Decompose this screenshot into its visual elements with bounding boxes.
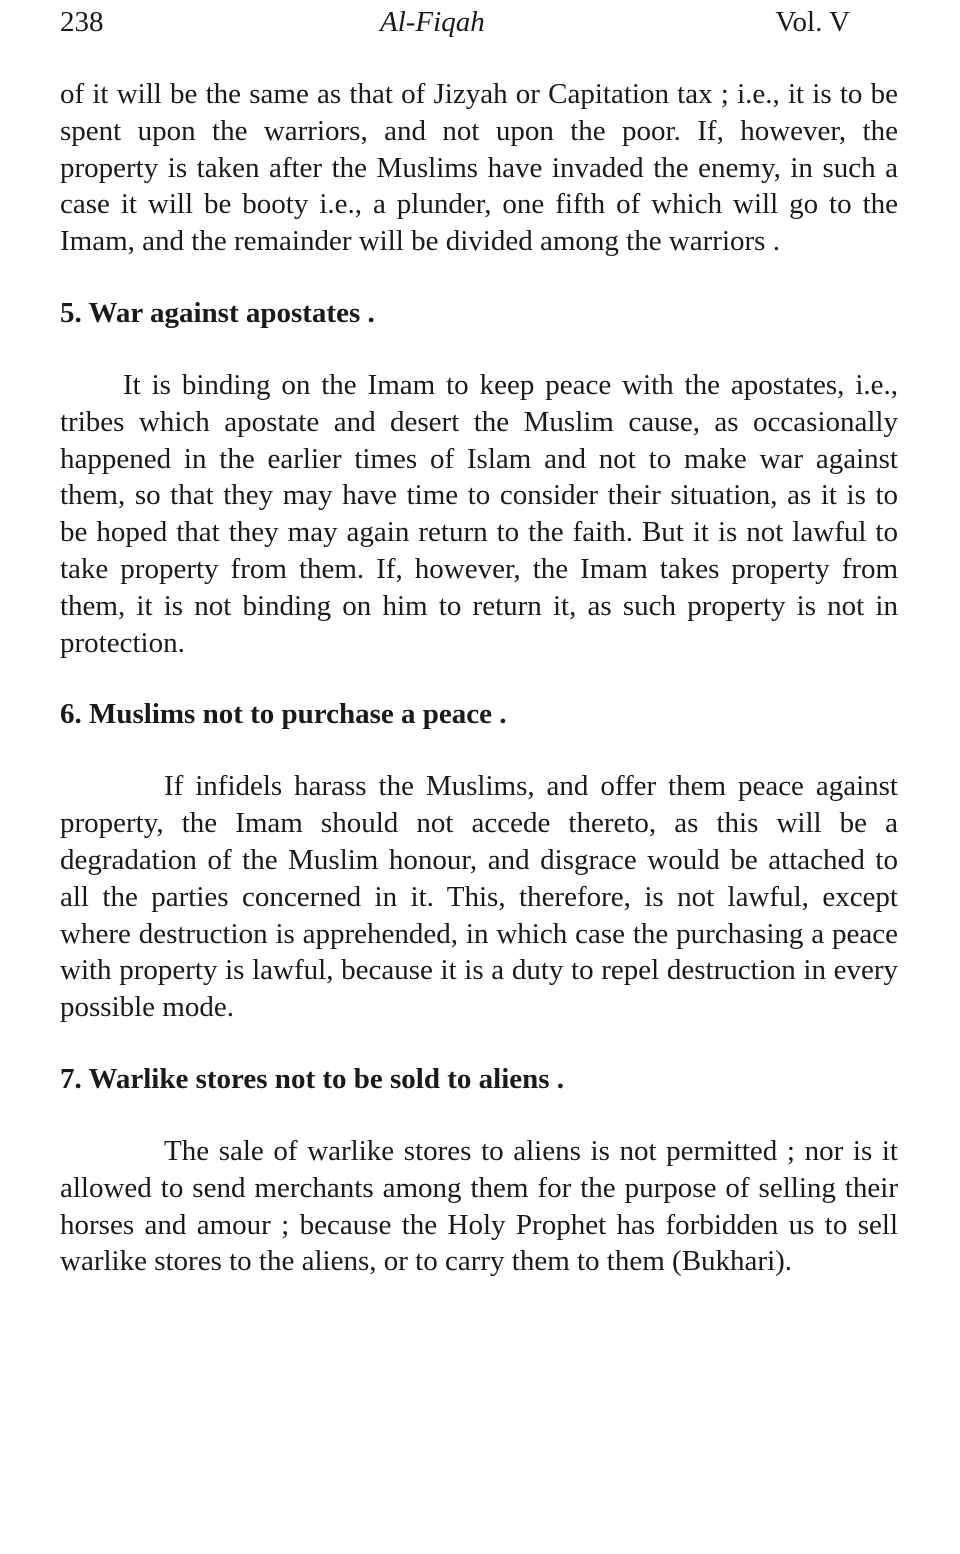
spacer [60, 732, 898, 768]
running-header [60, 4, 850, 44]
volume-label: Vol. V [775, 6, 850, 38]
spacer [60, 331, 898, 367]
spacer [60, 661, 898, 696]
section-paragraph-apostates: It is binding on the Imam to keep peace with the apostates, i.e., tribes which apostate and desert the Muslim cause, as occasionally happened in the earlier times of Islam and not to make war against them, so that they may have time to consider their situation, as it is to be hoped that they may again return to the faith. But it is not lawful to take property from them. If, however, the Imam takes property from them, it is not binding on him to return it, as such property is not in protection. [60, 368, 898, 659]
section-paragraph-peace: If infidels harass the Muslims, and offer them peace against property, the Imam should not accede thereto, as this will be a degradation of the Muslim honour, and disgrace would be attached to all the parties concerned in it. This, therefore, is not lawful, except where destruction is apprehended, in which case the purchasing a peace with property is lawful, because it is a duty to repel destruction in every possible mode. [60, 770, 898, 1024]
section-heading-warlike-stores: 7. Warlike stores not to be sold to aliens . [60, 1062, 565, 1095]
intro-paragraph: of it will be the same as that of Jizyah or Capitation tax ; i.e., it is to be spent upon the warriors, and not upon the poor. If, however, the property is taken after the Muslims have invaded the enemy, in such a case it will be booty i.e., a plunder, one fifth of which will go to the Imam, and the remainder will be divided among the warriors . [60, 78, 898, 258]
section-heading-peace: 6. Muslims not to purchase a peace . [60, 698, 507, 731]
spacer [60, 1026, 898, 1061]
page-number: 238 [60, 6, 104, 38]
spacer [60, 260, 898, 295]
section-paragraph-warlike-stores: The sale of warlike stores to aliens is not permitted ; nor is it allowed to send merchants among them for the purpose of selling their horses and amour ; because the Holy Prophet has forbidden us to sell warlike stores to the aliens, or to carry them to them (Bukhari). [60, 1134, 898, 1278]
book-title: Al-Fiqah [380, 6, 485, 38]
spacer [60, 1097, 898, 1133]
section-heading-apostates: 5. War against apostates . [60, 296, 375, 329]
page-body [60, 76, 898, 1280]
